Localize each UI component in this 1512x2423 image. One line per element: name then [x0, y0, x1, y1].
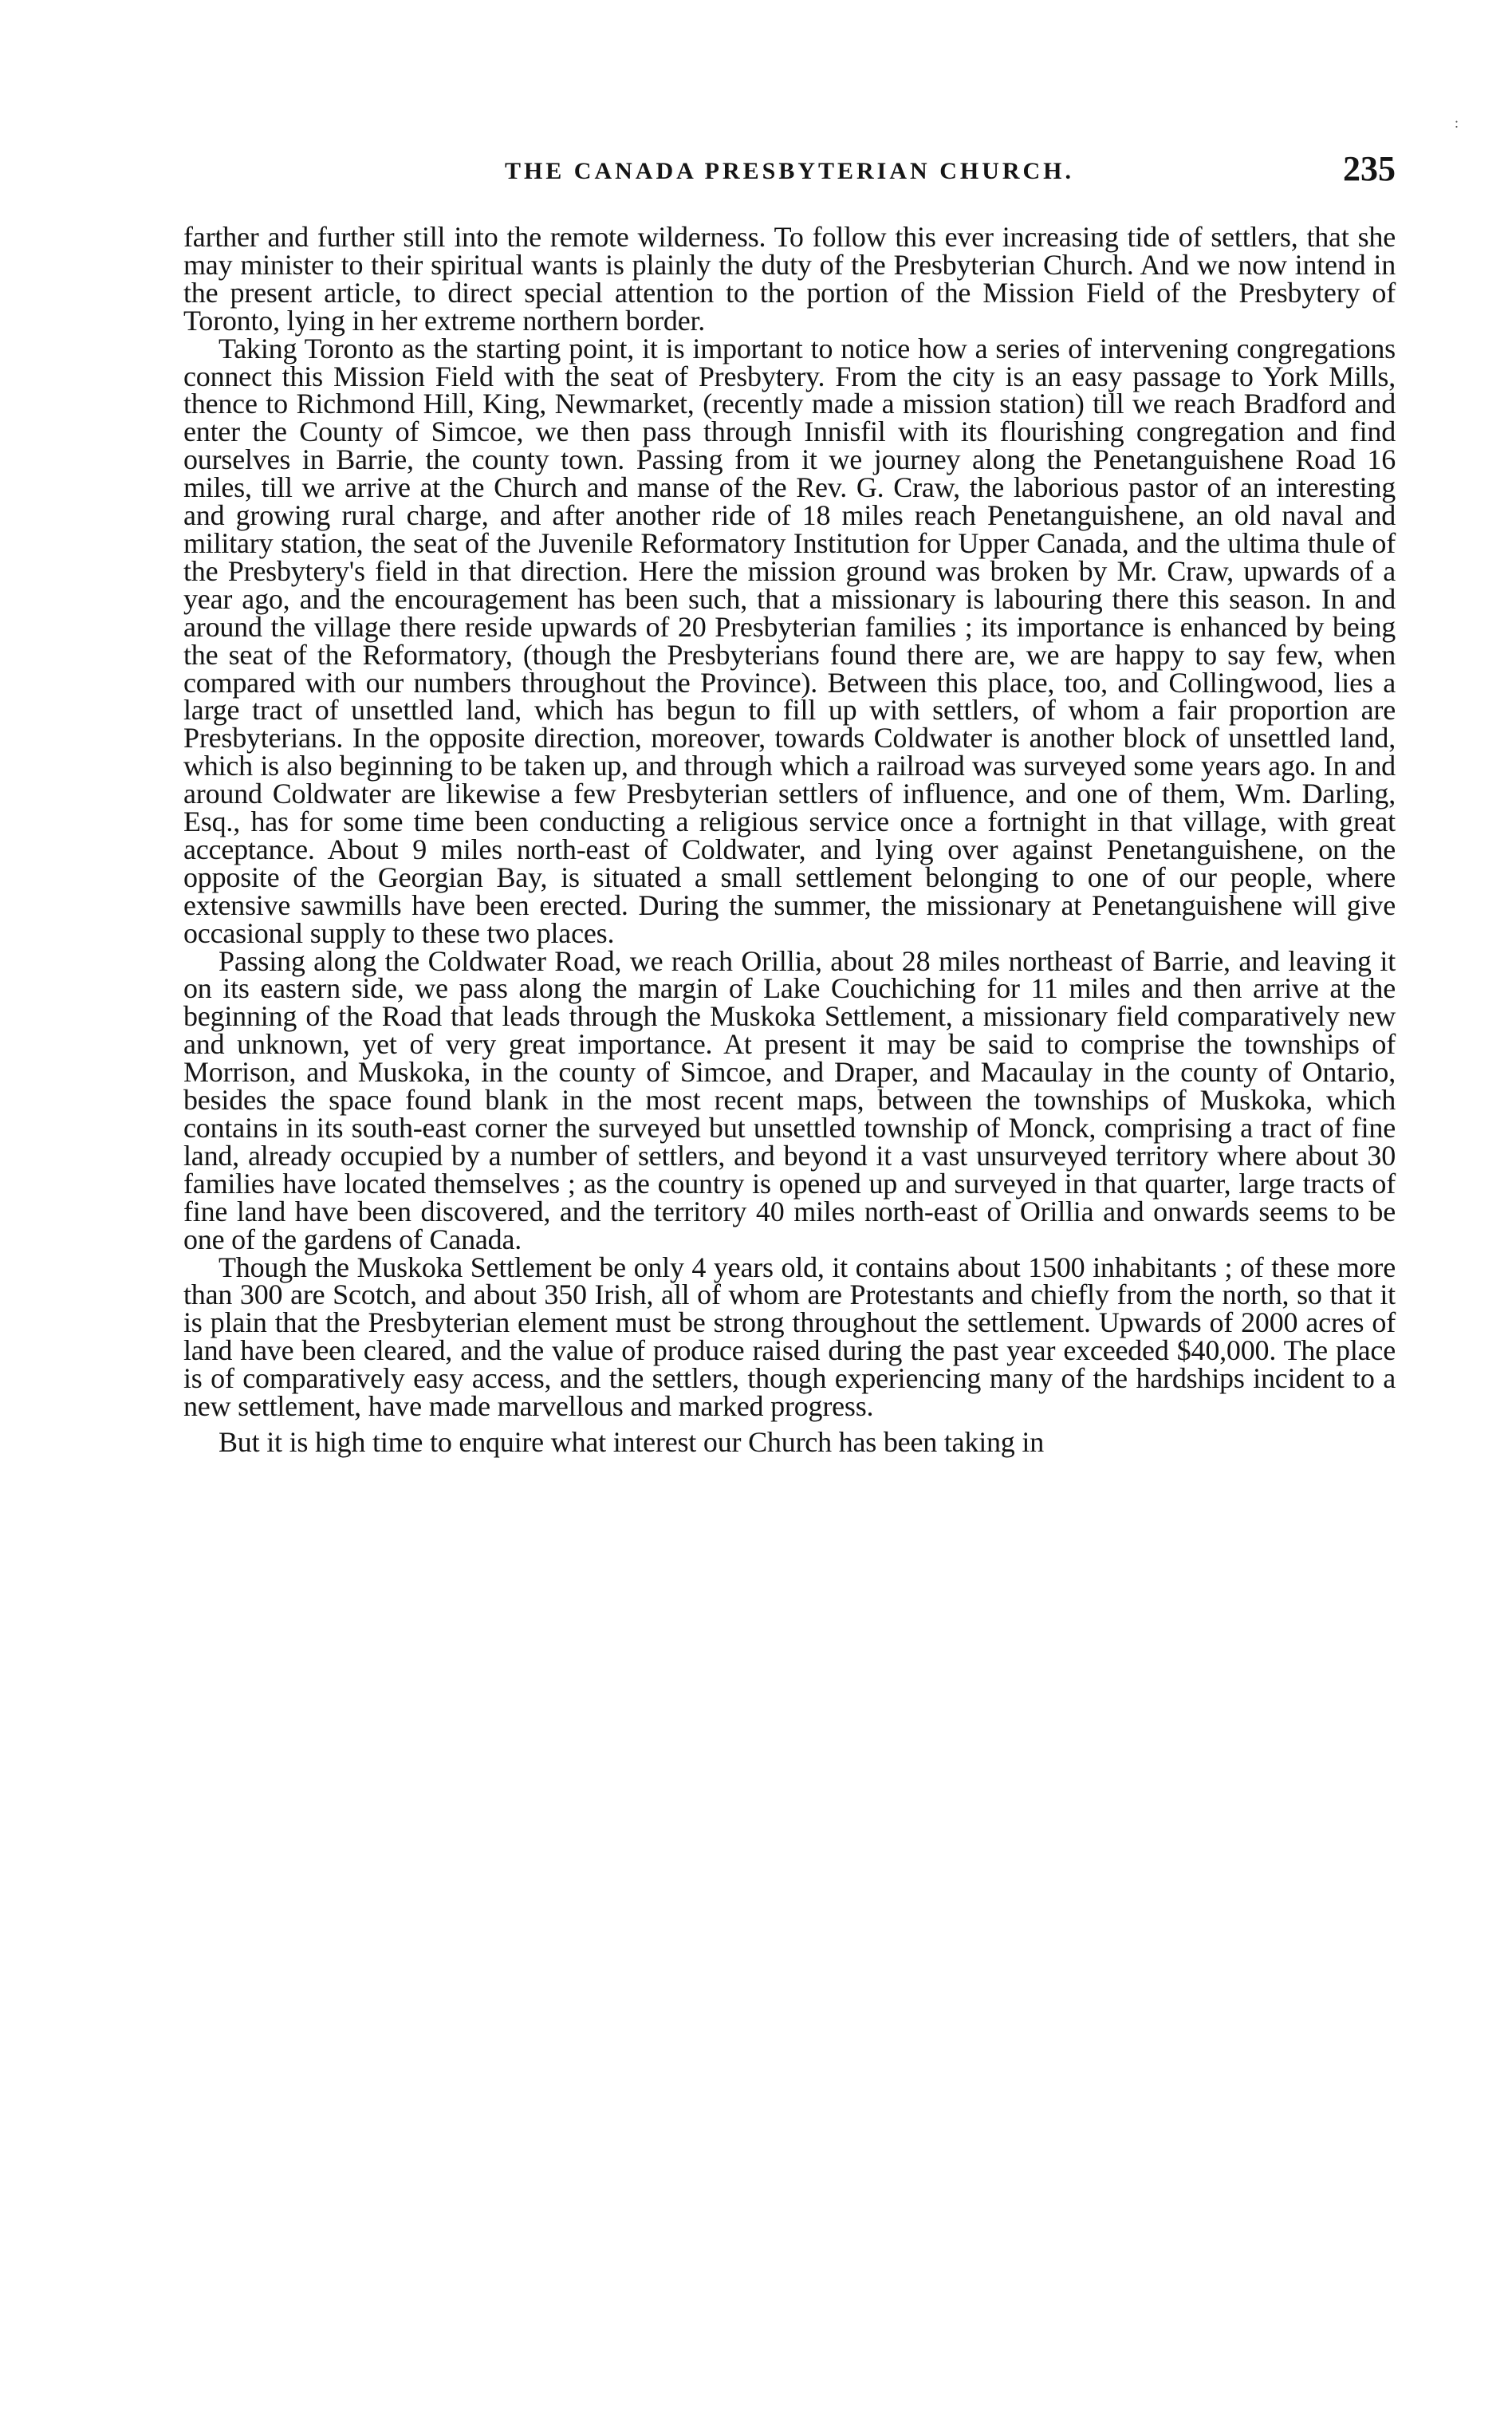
paragraph-5: But it is high time to enquire what interest our Church has been taking in: [219, 1425, 1045, 1458]
paragraph-4: Though the Muskoka Settlement be only 4 years old, it contains about 1500 inhabitants ; of these more than 300 are Scotch, and about 350 Irish, all of whom are Protestants and chiefly from the north, so that it is plain that the Presbyterian element must be strong throughout the settlement. Upwards of 2000 acres of land have been cleared, and the value of produce raised during the past year exceeded $40,000. The place is of comparatively easy access, and the settlers, though experiencing many of the hardships incident to a new settlement, have made marvellous and marked progress.: [183, 1251, 1396, 1423]
paragraph-1: farther and further still into the remote wilderness. To follow this ever increasing tide of settlers, that she may minister to their spiritual wants is plainly the duty of the Presbyterian Church. And we now intend in the present article, to direct special attention to the portion of the Mission Field of the Presbytery of Toronto, lying in her extreme northern border.: [183, 221, 1396, 337]
running-head: [183, 148, 1396, 196]
page-number: 235: [1343, 149, 1396, 188]
paragraph-2: Taking Toronto as the starting point, it is important to notice how a series of intervening congregations connect this Mission Field with the seat of Presbytery. From the city is an easy passage to York Mills, thence to Richmond Hill, King, Newmarket, (recently made a mission station) till we reach Bradford and enter the County of Simcoe, we then pass through Innisfil with its flourishing congregation and find ourselves in Barrie, the county town. Passing from it we journey along the Penetanguishene Road 16 miles, till we arrive at the Church and manse of the Rev. G. Craw, the laborious pastor of an interesting and growing rural charge, and after another ride of 18 miles reach Penetanguishene, an old naval and military station, the seat of the Juvenile Reformatory Institution for Upper Canada, and the ultima thule of the Presbytery's field in that direction. Here the mission ground was broken by Mr. Craw, upwards of a year ago, and the encouragement has been such, that a missionary is labouring there this season. In and around the village there reside upwards of 20 Presbyterian families ; its importance is enhanced by being the seat of the Reformatory, (though the Presbyterians found there are, we are happy to say few, when compared with our numbers throughout the Province). Between this place, too, and Collingwood, lies a large tract of unsettled land, which has begun to fill up with settlers, of whom a fair proportion are Presbyterians. In the opposite direction, moreover, towards Coldwater is another block of unsettled land, which is also beginning to be taken up, and through which a railroad was surveyed some years ago. In and around Coldwater are likewise a few Presbyterian settlers of influence, and one of them, Wm. Darling, Esq., has for some time been conducting a religious service once a fortnight in that village, with great acceptance. About 9 miles north-east of Coldwater, and lying over against Penetanguishene, on the opposite of the Georgian Bay, is situated a small settlement belonging to one of our people, where extensive sawmills have been erected. During the summer, the missionary at Penetanguishene will give occasional supply to these two places.: [183, 332, 1396, 949]
page-header-title: THE CANADA PRESBYTERIAN CHURCH.: [504, 158, 1075, 184]
body-text: [183, 223, 1396, 1456]
margin-mark: :: [1455, 115, 1459, 131]
paragraph-3: Passing along the Coldwater Road, we reach Orillia, about 28 miles northeast of Barrie, and leaving it on its eastern side, we pass along the margin of Lake Couchiching for 11 miles and then arrive at the beginning of the Road that leads through the Muskoka Settlement, a missionary field comparatively new and unknown, yet of very great importance. At present it may be said to comprise the townships of Morrison, and Muskoka, in the county of Simcoe, and Draper, and Macaulay in the county of Ontario, besides the space found blank in the most recent maps, between the townships of Muskoka, which contains in its south-east corner the surveyed but unsettled township of Monck, comprising a tract of fine land, already occupied by a number of settlers, and beyond it a vast unsurveyed territory where about 30 families have located themselves ; as the country is opened up and surveyed in that quarter, large tracts of fine land have been discovered, and the territory 40 miles north-east of Orillia and onwards seems to be one of the gardens of Canada.: [183, 944, 1396, 1255]
